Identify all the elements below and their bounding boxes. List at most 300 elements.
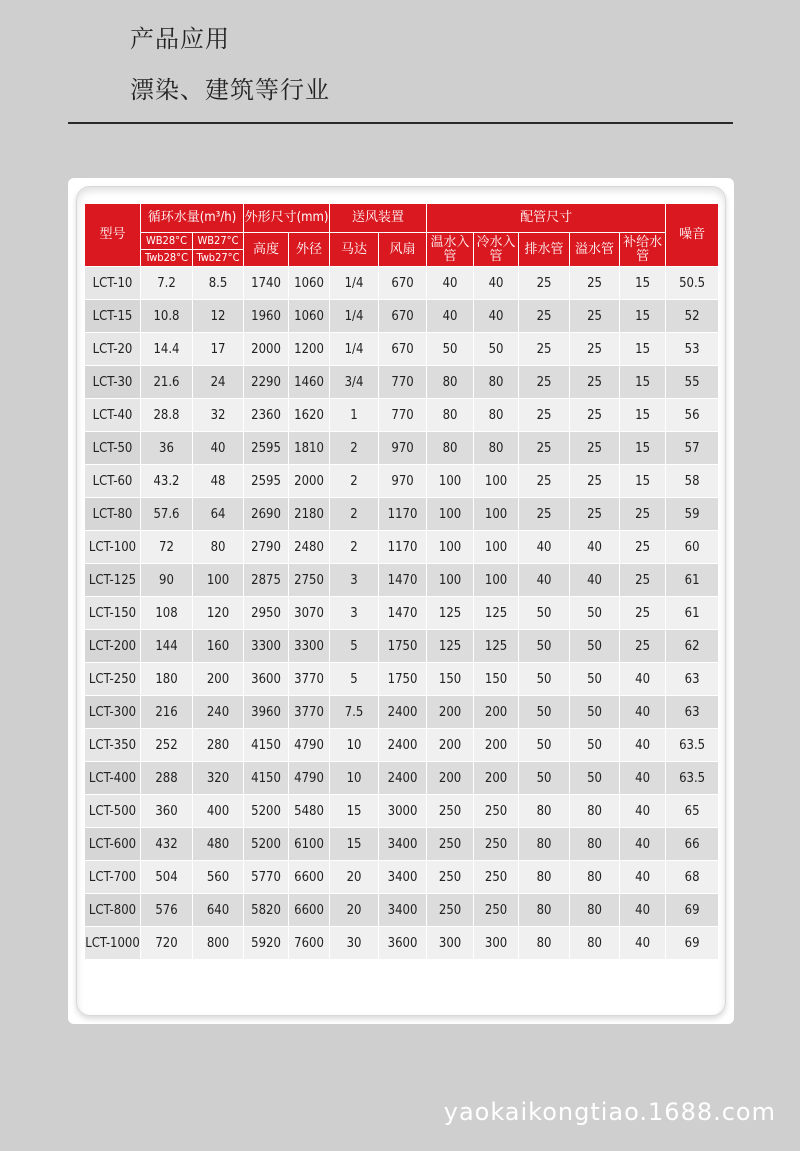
table-cell: 5770 bbox=[244, 861, 289, 894]
table-cell: 80 bbox=[519, 795, 570, 828]
table-cell: 50 bbox=[570, 762, 620, 795]
table-cell: 1060 bbox=[289, 300, 330, 333]
table-cell: 25 bbox=[519, 300, 570, 333]
table-cell: 50 bbox=[519, 729, 570, 762]
table-cell: 50 bbox=[570, 663, 620, 696]
table-cell: 25 bbox=[570, 465, 620, 498]
header-cold-out: 冷水入管 bbox=[474, 233, 519, 267]
table-cell: 40 bbox=[570, 564, 620, 597]
table-cell: 15 bbox=[330, 828, 379, 861]
table-cell: 25 bbox=[519, 366, 570, 399]
table-cell: 12 bbox=[193, 300, 244, 333]
table-cell: 3400 bbox=[379, 861, 427, 894]
table-cell: 80 bbox=[519, 927, 570, 960]
table-cell: 7.2 bbox=[141, 267, 193, 300]
table-cell: 50 bbox=[570, 729, 620, 762]
table-cell: 125 bbox=[474, 630, 519, 663]
table-cell: 150 bbox=[427, 663, 474, 696]
table-cell: 250 bbox=[427, 894, 474, 927]
table-cell: 25 bbox=[519, 432, 570, 465]
model-cell: LCT-500 bbox=[85, 795, 141, 828]
table-cell: 36 bbox=[141, 432, 193, 465]
table-row bbox=[85, 300, 719, 333]
table-cell: 25 bbox=[570, 498, 620, 531]
table-row bbox=[85, 663, 719, 696]
table-cell: 25 bbox=[620, 597, 666, 630]
table-cell: 504 bbox=[141, 861, 193, 894]
table-cell: 80 bbox=[519, 828, 570, 861]
table-cell: 7.5 bbox=[330, 696, 379, 729]
table-cell: 25 bbox=[570, 432, 620, 465]
table-cell: 55 bbox=[666, 366, 719, 399]
table-cell: 72 bbox=[141, 531, 193, 564]
header-fan: 风扇 bbox=[379, 233, 427, 267]
table-cell: 320 bbox=[193, 762, 244, 795]
table-cell: 100 bbox=[474, 531, 519, 564]
table-cell: 200 bbox=[474, 729, 519, 762]
table-row bbox=[85, 597, 719, 630]
table-cell: 200 bbox=[427, 696, 474, 729]
table-cell: 100 bbox=[474, 564, 519, 597]
table-cell: 69 bbox=[666, 894, 719, 927]
table-cell: 250 bbox=[427, 861, 474, 894]
table-cell: 125 bbox=[427, 630, 474, 663]
table-cell: 62 bbox=[666, 630, 719, 663]
header-dim-group: 外形尺寸(mm) bbox=[244, 204, 330, 233]
table-cell: 25 bbox=[519, 333, 570, 366]
table-cell: 432 bbox=[141, 828, 193, 861]
table-cell: 28.8 bbox=[141, 399, 193, 432]
table-cell: 25 bbox=[519, 399, 570, 432]
section-title: 产品应用 bbox=[130, 25, 230, 53]
table-cell: 80 bbox=[474, 366, 519, 399]
table-cell: 40 bbox=[620, 795, 666, 828]
table-cell: 43.2 bbox=[141, 465, 193, 498]
table-cell: 2400 bbox=[379, 696, 427, 729]
table-cell: 100 bbox=[474, 465, 519, 498]
table-cell: 6600 bbox=[289, 861, 330, 894]
table-cell: 2 bbox=[330, 432, 379, 465]
table-cell: 200 bbox=[474, 762, 519, 795]
table-cell: 15 bbox=[620, 300, 666, 333]
model-cell: LCT-100 bbox=[85, 531, 141, 564]
table-cell: 800 bbox=[193, 927, 244, 960]
table-cell: 1060 bbox=[289, 267, 330, 300]
table-cell: 60 bbox=[666, 531, 719, 564]
table-cell: 50 bbox=[570, 597, 620, 630]
table-cell: 50 bbox=[519, 597, 570, 630]
header-diameter: 外径 bbox=[289, 233, 330, 267]
table-cell: 2 bbox=[330, 465, 379, 498]
table-cell: 250 bbox=[474, 828, 519, 861]
header-air-group: 送风装置 bbox=[330, 204, 427, 233]
table-cell: 90 bbox=[141, 564, 193, 597]
table-cell: 25 bbox=[620, 630, 666, 663]
table-cell: 69 bbox=[666, 927, 719, 960]
table-cell: 1750 bbox=[379, 663, 427, 696]
table-cell: 250 bbox=[427, 795, 474, 828]
table-cell: 52 bbox=[666, 300, 719, 333]
table-cell: 80 bbox=[519, 894, 570, 927]
table-cell: 2360 bbox=[244, 399, 289, 432]
table-cell: 2750 bbox=[289, 564, 330, 597]
table-cell: 63 bbox=[666, 696, 719, 729]
model-cell: LCT-350 bbox=[85, 729, 141, 762]
table-cell: 10.8 bbox=[141, 300, 193, 333]
table-cell: 108 bbox=[141, 597, 193, 630]
table-cell: 50 bbox=[519, 696, 570, 729]
table-cell: 50 bbox=[519, 630, 570, 663]
model-cell: LCT-300 bbox=[85, 696, 141, 729]
table-cell: 5920 bbox=[244, 927, 289, 960]
table-cell: 10 bbox=[330, 762, 379, 795]
table-row bbox=[85, 498, 719, 531]
table-cell: 970 bbox=[379, 465, 427, 498]
table-cell: 65 bbox=[666, 795, 719, 828]
table-cell: 250 bbox=[474, 894, 519, 927]
table-cell: 3770 bbox=[289, 663, 330, 696]
table-cell: 14.4 bbox=[141, 333, 193, 366]
table-cell: 3600 bbox=[244, 663, 289, 696]
table-cell: 48 bbox=[193, 465, 244, 498]
table-cell: 5 bbox=[330, 663, 379, 696]
model-cell: LCT-150 bbox=[85, 597, 141, 630]
watermark: yaokaikongtiao.1688.com bbox=[443, 1098, 776, 1126]
table-cell: 50 bbox=[570, 696, 620, 729]
table-cell: 720 bbox=[141, 927, 193, 960]
table-cell: 2595 bbox=[244, 465, 289, 498]
table-cell: 2790 bbox=[244, 531, 289, 564]
header-overflow: 溢水管 bbox=[570, 233, 620, 267]
table-cell: 300 bbox=[474, 927, 519, 960]
table-cell: 80 bbox=[570, 828, 620, 861]
table-cell: 68 bbox=[666, 861, 719, 894]
header-twb27: Twb27°C bbox=[193, 250, 244, 267]
table-cell: 3400 bbox=[379, 894, 427, 927]
table-cell: 670 bbox=[379, 333, 427, 366]
header-motor: 马达 bbox=[330, 233, 379, 267]
table-cell: 100 bbox=[427, 531, 474, 564]
table-cell: 160 bbox=[193, 630, 244, 663]
table-cell: 3 bbox=[330, 597, 379, 630]
table-cell: 3000 bbox=[379, 795, 427, 828]
table-row bbox=[85, 630, 719, 663]
header-flow-group: 循环水量(m³/h) bbox=[141, 204, 244, 233]
table-row bbox=[85, 696, 719, 729]
table-cell: 3300 bbox=[289, 630, 330, 663]
table-cell: 640 bbox=[193, 894, 244, 927]
table-cell: 3 bbox=[330, 564, 379, 597]
table-cell: 80 bbox=[570, 894, 620, 927]
table-cell: 1170 bbox=[379, 498, 427, 531]
table-cell: 40 bbox=[620, 828, 666, 861]
table-cell: 80 bbox=[570, 861, 620, 894]
table-cell: 250 bbox=[474, 861, 519, 894]
model-cell: LCT-600 bbox=[85, 828, 141, 861]
table-row bbox=[85, 564, 719, 597]
table-cell: 1810 bbox=[289, 432, 330, 465]
table-cell: 400 bbox=[193, 795, 244, 828]
table-row bbox=[85, 762, 719, 795]
table-cell: 2 bbox=[330, 531, 379, 564]
table-cell: 1 bbox=[330, 399, 379, 432]
table-cell: 2480 bbox=[289, 531, 330, 564]
table-cell: 15 bbox=[330, 795, 379, 828]
table-cell: 100 bbox=[427, 465, 474, 498]
table-row bbox=[85, 267, 719, 300]
table-cell: 125 bbox=[427, 597, 474, 630]
table-cell: 576 bbox=[141, 894, 193, 927]
table-cell: 61 bbox=[666, 597, 719, 630]
header-warm-in: 温水入管 bbox=[427, 233, 474, 267]
header-drain: 排水管 bbox=[519, 233, 570, 267]
table-cell: 40 bbox=[474, 300, 519, 333]
table-cell: 1960 bbox=[244, 300, 289, 333]
table-cell: 40 bbox=[620, 696, 666, 729]
table-cell: 40 bbox=[519, 531, 570, 564]
table-cell: 360 bbox=[141, 795, 193, 828]
table-cell: 970 bbox=[379, 432, 427, 465]
table-cell: 80 bbox=[427, 432, 474, 465]
table-cell: 4790 bbox=[289, 729, 330, 762]
table-cell: 40 bbox=[519, 564, 570, 597]
table-cell: 5200 bbox=[244, 795, 289, 828]
table-cell: 80 bbox=[474, 399, 519, 432]
table-cell: 63.5 bbox=[666, 762, 719, 795]
model-cell: LCT-1000 bbox=[85, 927, 141, 960]
table-cell: 50 bbox=[570, 630, 620, 663]
table-row bbox=[85, 366, 719, 399]
table-row bbox=[85, 861, 719, 894]
table-cell: 10 bbox=[330, 729, 379, 762]
table-cell: 200 bbox=[474, 696, 519, 729]
spec-table-body bbox=[85, 267, 719, 960]
table-cell: 200 bbox=[427, 762, 474, 795]
table-cell: 2400 bbox=[379, 762, 427, 795]
table-cell: 4790 bbox=[289, 762, 330, 795]
table-cell: 3960 bbox=[244, 696, 289, 729]
table-cell: 40 bbox=[620, 927, 666, 960]
table-cell: 1/4 bbox=[330, 267, 379, 300]
table-cell: 3070 bbox=[289, 597, 330, 630]
model-cell: LCT-200 bbox=[85, 630, 141, 663]
table-cell: 30 bbox=[330, 927, 379, 960]
table-cell: 53 bbox=[666, 333, 719, 366]
table-cell: 3600 bbox=[379, 927, 427, 960]
table-cell: 50 bbox=[427, 333, 474, 366]
table-cell: 25 bbox=[620, 498, 666, 531]
table-cell: 80 bbox=[519, 861, 570, 894]
table-row bbox=[85, 894, 719, 927]
table-cell: 25 bbox=[519, 267, 570, 300]
table-cell: 2000 bbox=[244, 333, 289, 366]
table-cell: 1750 bbox=[379, 630, 427, 663]
table-cell: 63 bbox=[666, 663, 719, 696]
model-cell: LCT-700 bbox=[85, 861, 141, 894]
table-cell: 7600 bbox=[289, 927, 330, 960]
table-row bbox=[85, 795, 719, 828]
table-cell: 40 bbox=[193, 432, 244, 465]
table-cell: 40 bbox=[620, 861, 666, 894]
table-cell: 80 bbox=[193, 531, 244, 564]
table-cell: 50 bbox=[519, 663, 570, 696]
table-row bbox=[85, 399, 719, 432]
model-cell: LCT-125 bbox=[85, 564, 141, 597]
model-cell: LCT-40 bbox=[85, 399, 141, 432]
table-cell: 144 bbox=[141, 630, 193, 663]
table-cell: 480 bbox=[193, 828, 244, 861]
table-row bbox=[85, 531, 719, 564]
table-cell: 15 bbox=[620, 399, 666, 432]
table-cell: 25 bbox=[620, 531, 666, 564]
table-cell: 1620 bbox=[289, 399, 330, 432]
table-row bbox=[85, 828, 719, 861]
table-row bbox=[85, 465, 719, 498]
model-cell: LCT-60 bbox=[85, 465, 141, 498]
table-cell: 100 bbox=[474, 498, 519, 531]
table-cell: 100 bbox=[193, 564, 244, 597]
table-cell: 61 bbox=[666, 564, 719, 597]
table-row bbox=[85, 432, 719, 465]
table-cell: 15 bbox=[620, 432, 666, 465]
table-cell: 20 bbox=[330, 861, 379, 894]
table-cell: 1470 bbox=[379, 564, 427, 597]
table-cell: 50 bbox=[519, 762, 570, 795]
table-cell: 1/4 bbox=[330, 333, 379, 366]
table-cell: 2400 bbox=[379, 729, 427, 762]
table-cell: 25 bbox=[570, 300, 620, 333]
table-cell: 80 bbox=[570, 927, 620, 960]
table-cell: 50 bbox=[474, 333, 519, 366]
model-cell: LCT-50 bbox=[85, 432, 141, 465]
table-cell: 2690 bbox=[244, 498, 289, 531]
table-cell: 670 bbox=[379, 267, 427, 300]
table-cell: 25 bbox=[570, 366, 620, 399]
table-cell: 80 bbox=[427, 399, 474, 432]
table-cell: 560 bbox=[193, 861, 244, 894]
table-cell: 56 bbox=[666, 399, 719, 432]
table-cell: 2595 bbox=[244, 432, 289, 465]
table-cell: 1740 bbox=[244, 267, 289, 300]
header-model: 型号 bbox=[85, 204, 141, 267]
table-cell: 2180 bbox=[289, 498, 330, 531]
table-row bbox=[85, 333, 719, 366]
header bbox=[130, 22, 330, 107]
model-cell: LCT-80 bbox=[85, 498, 141, 531]
table-row bbox=[85, 927, 719, 960]
table-cell: 150 bbox=[474, 663, 519, 696]
table-cell: 3770 bbox=[289, 696, 330, 729]
table-cell: 59 bbox=[666, 498, 719, 531]
table-cell: 200 bbox=[427, 729, 474, 762]
header-pipe-group: 配管尺寸 bbox=[427, 204, 666, 233]
header-twb28: Twb28°C bbox=[141, 250, 193, 267]
table-cell: 1460 bbox=[289, 366, 330, 399]
table-cell: 5 bbox=[330, 630, 379, 663]
table-cell: 216 bbox=[141, 696, 193, 729]
table-cell: 66 bbox=[666, 828, 719, 861]
table-cell: 252 bbox=[141, 729, 193, 762]
table-cell: 120 bbox=[193, 597, 244, 630]
table-cell: 2 bbox=[330, 498, 379, 531]
spec-table bbox=[84, 203, 719, 960]
table-cell: 770 bbox=[379, 399, 427, 432]
table-cell: 40 bbox=[620, 894, 666, 927]
table-cell: 25 bbox=[620, 564, 666, 597]
table-cell: 17 bbox=[193, 333, 244, 366]
table-cell: 40 bbox=[474, 267, 519, 300]
table-cell: 100 bbox=[427, 564, 474, 597]
table-cell: 2000 bbox=[289, 465, 330, 498]
table-cell: 5820 bbox=[244, 894, 289, 927]
model-cell: LCT-800 bbox=[85, 894, 141, 927]
header-makeup: 补给水管 bbox=[620, 233, 666, 267]
table-cell: 25 bbox=[570, 267, 620, 300]
table-cell: 6100 bbox=[289, 828, 330, 861]
table-cell: 80 bbox=[474, 432, 519, 465]
model-cell: LCT-400 bbox=[85, 762, 141, 795]
table-cell: 200 bbox=[193, 663, 244, 696]
table-cell: 15 bbox=[620, 333, 666, 366]
table-cell: 21.6 bbox=[141, 366, 193, 399]
table-cell: 64 bbox=[193, 498, 244, 531]
table-cell: 240 bbox=[193, 696, 244, 729]
table-cell: 25 bbox=[570, 399, 620, 432]
table-cell: 40 bbox=[620, 729, 666, 762]
table-cell: 20 bbox=[330, 894, 379, 927]
table-cell: 24 bbox=[193, 366, 244, 399]
divider bbox=[68, 122, 733, 124]
table-cell: 250 bbox=[427, 828, 474, 861]
table-cell: 57 bbox=[666, 432, 719, 465]
table-cell: 288 bbox=[141, 762, 193, 795]
table-cell: 15 bbox=[620, 465, 666, 498]
table-cell: 40 bbox=[427, 300, 474, 333]
table-cell: 80 bbox=[427, 366, 474, 399]
table-cell: 15 bbox=[620, 267, 666, 300]
table-cell: 4150 bbox=[244, 762, 289, 795]
table-cell: 1200 bbox=[289, 333, 330, 366]
table-row bbox=[85, 729, 719, 762]
header-wb28: WB28°C bbox=[141, 233, 193, 250]
table-cell: 8.5 bbox=[193, 267, 244, 300]
table-cell: 5200 bbox=[244, 828, 289, 861]
table-cell: 1470 bbox=[379, 597, 427, 630]
model-cell: LCT-20 bbox=[85, 333, 141, 366]
table-cell: 125 bbox=[474, 597, 519, 630]
table-cell: 15 bbox=[620, 366, 666, 399]
header-wb27: WB27°C bbox=[193, 233, 244, 250]
header-noise: 噪音 bbox=[666, 204, 719, 267]
application-text: 漂染、建筑等行业 bbox=[130, 76, 330, 104]
table-cell: 1170 bbox=[379, 531, 427, 564]
table-cell: 6600 bbox=[289, 894, 330, 927]
table-cell: 3400 bbox=[379, 828, 427, 861]
table-cell: 32 bbox=[193, 399, 244, 432]
table-cell: 25 bbox=[519, 498, 570, 531]
table-cell: 5480 bbox=[289, 795, 330, 828]
table-cell: 2290 bbox=[244, 366, 289, 399]
table-cell: 180 bbox=[141, 663, 193, 696]
table-cell: 4150 bbox=[244, 729, 289, 762]
table-cell: 50.5 bbox=[666, 267, 719, 300]
table-cell: 280 bbox=[193, 729, 244, 762]
table-cell: 40 bbox=[570, 531, 620, 564]
header-height: 高度 bbox=[244, 233, 289, 267]
table-cell: 2950 bbox=[244, 597, 289, 630]
table-cell: 63.5 bbox=[666, 729, 719, 762]
table-cell: 670 bbox=[379, 300, 427, 333]
